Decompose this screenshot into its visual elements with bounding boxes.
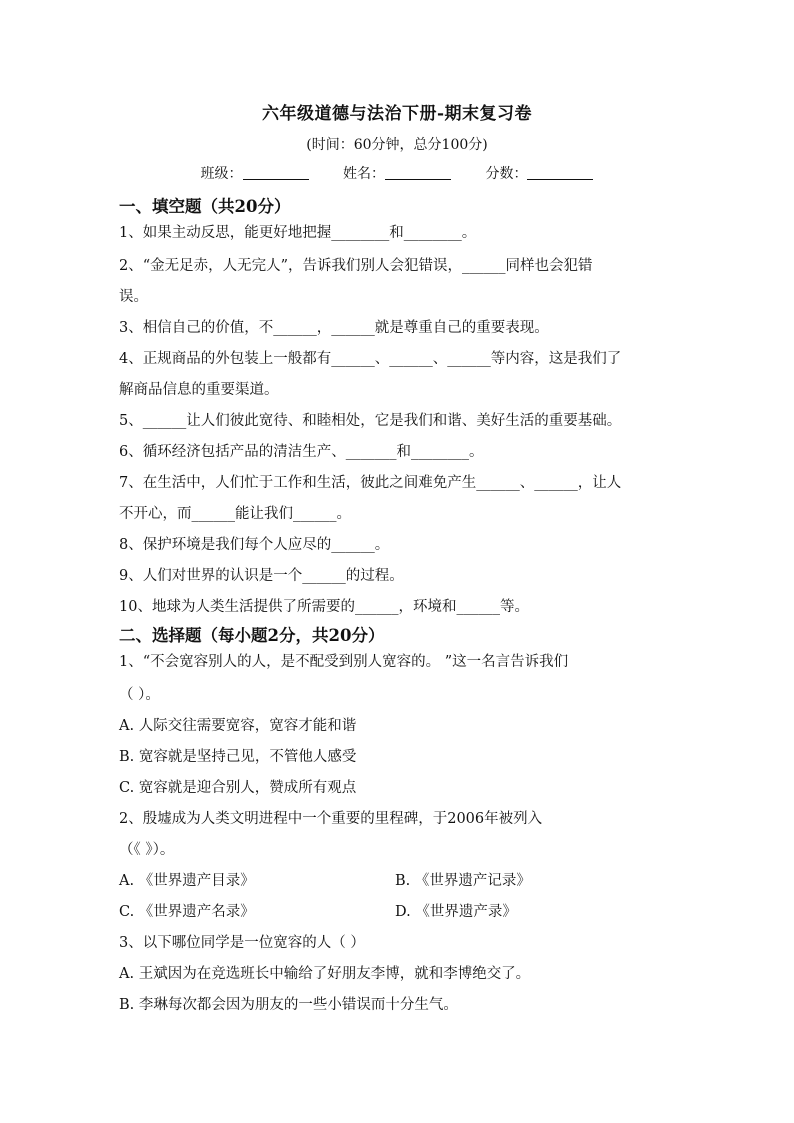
question-text: 3、以下哪位同学是一位宽容的人（ ） (119, 935, 365, 951)
options-row (119, 897, 679, 928)
option-c: C. 宽容就是迎合别人，赞成所有观点 (119, 780, 357, 796)
question-text: （《 》）。 (119, 842, 175, 858)
question-text: 3、相信自己的价值，不______，______就是尊重自己的重要表现。 (119, 320, 549, 336)
question-text: 2、殷墟成为人类文明进程中一个重要的里程碑，于2006年被列入 (119, 811, 543, 827)
name-label: 姓名： (343, 166, 385, 182)
exam-title: 六年级道德与法治下册-期末复习卷 (261, 104, 533, 124)
class-blank[interactable] (243, 165, 309, 180)
score-label: 分数： (485, 166, 528, 182)
option-a: A. 人际交往需要宽容，宽容才能和谐 (119, 718, 357, 734)
option-b: B. 《世界遗产记录》 (395, 873, 531, 889)
question-text: 误。 (119, 289, 148, 305)
class-label: 班级： (200, 166, 243, 182)
question-text: 6、循环经济包括产品的清洁生产、_______和________。 (119, 444, 484, 460)
option-b: B. 李琳每次都会因为朋友的一些小错误而十分生气。 (119, 997, 458, 1013)
section-choice-heading: 二、选择题（每小题2分，共20分） (119, 626, 385, 645)
question-text: 7、在生活中，人们忙于工作和生活，彼此之间难免产生______、______，让人 (119, 475, 622, 491)
question-text: 10、地球为人类生活提供了所需要的______，环境和______等。 (119, 599, 529, 615)
option-c: C. 《世界遗产名录》 (119, 904, 255, 920)
option-a: A. 王斌因为在竞选班长中输给了好朋友李博，就和李博绝交了。 (119, 966, 531, 982)
question-text: 5、______让人们彼此宽待、和睦相处，它是我们和谐、美好生活的重要基础。 (119, 413, 622, 429)
question-text: 1、“不会宽容别人的人，是不配受到别人宽容的。 ”这一名言告诉我们 (119, 654, 569, 670)
question-text: 8、保护环境是我们每个人应尽的______。 (119, 537, 390, 553)
question-text: 9、人们对世界的认识是一个______的过程。 (119, 568, 404, 584)
exam-content (119, 194, 679, 1021)
question-text: 不开心，而______能让我们______。 (119, 506, 351, 522)
option-a: A. 《世界遗产目录》 (119, 873, 255, 889)
exam-subtitle: (时间：60分钟，总分100分) (306, 137, 488, 153)
question-text: （ ）。 (119, 687, 160, 703)
option-d: D. 《世界遗产录》 (395, 904, 517, 920)
question-text: 4、正规商品的外包装上一般都有______、______、______等内容，这是我们了 (119, 351, 622, 367)
options-row (119, 866, 679, 897)
score-blank[interactable] (527, 165, 593, 180)
question-text: 1、如果主动反思，能更好地把握________和________。 (119, 225, 477, 241)
option-b: B. 宽容就是坚持己见，不管他人感受 (119, 749, 357, 765)
question-text: 解商品信息的重要渠道。 (119, 382, 279, 398)
question-text: 2、“金无足赤，人无完人”，告诉我们别人会犯错误，______同样也会犯错 (119, 258, 593, 274)
name-blank[interactable] (385, 165, 451, 180)
student-info-row (0, 163, 794, 183)
section-fill-blank-heading: 一、填空题（共20分） (119, 197, 291, 216)
